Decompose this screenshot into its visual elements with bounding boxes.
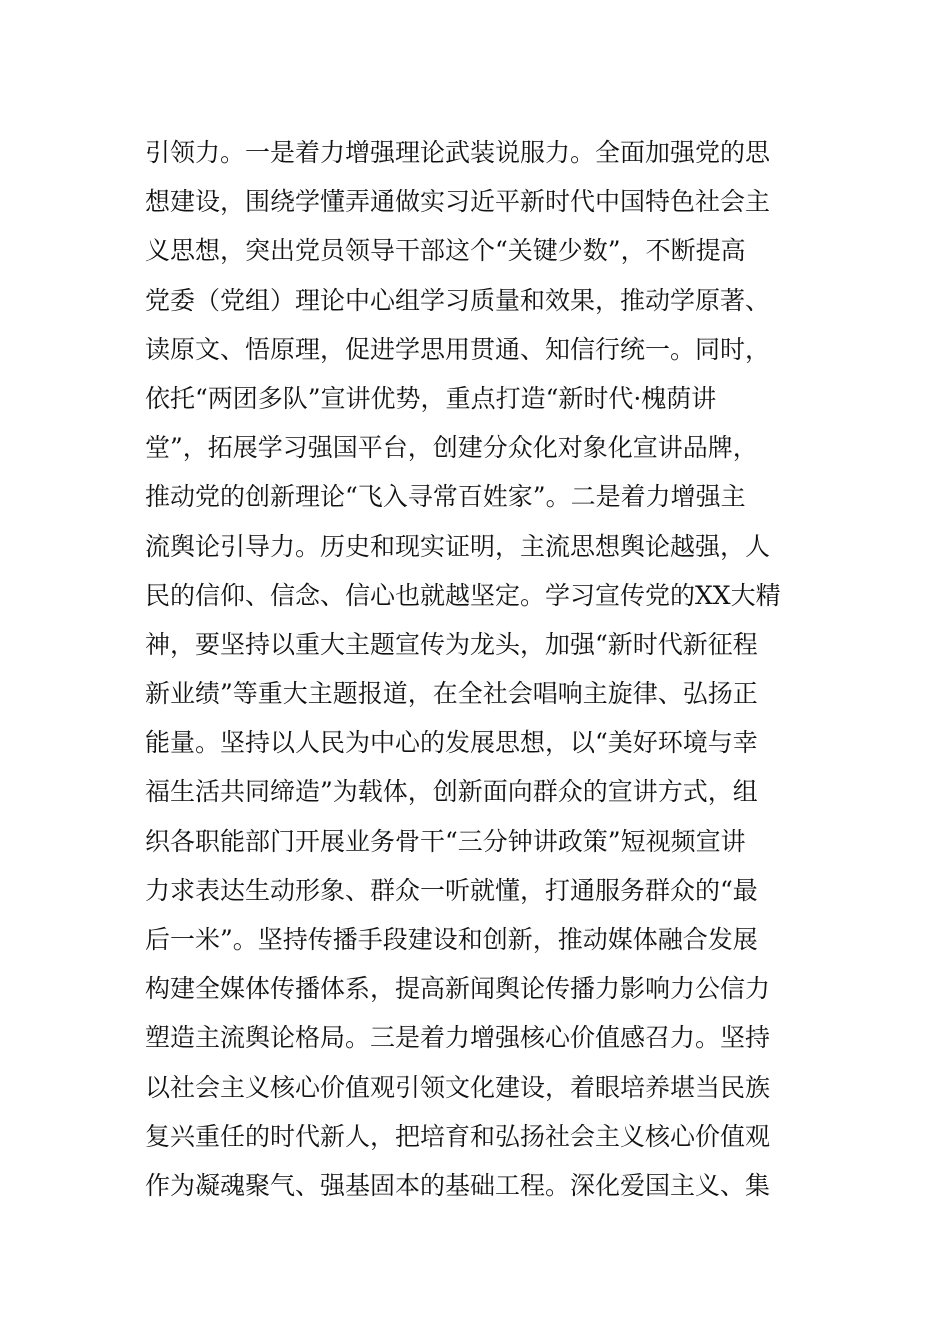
text-line: 流舆论引导力。历史和现实证明，主流思想舆论越强，人 <box>145 531 771 561</box>
text-line: 塑造主流舆论格局。三是着力增强核心价值感召力。坚持 <box>145 1023 771 1053</box>
text-line: 复兴重任的时代新人，把培育和弘扬社会主义核心价值观 <box>145 1121 771 1151</box>
text-line: 民的信仰、信念、信心也就越坚定。学习宣传党的XX大精 <box>145 580 781 610</box>
text-line: 作为凝魂聚气、强基固本的基础工程。深化爱国主义、集 <box>145 1170 771 1200</box>
text-line: 织各职能部门开展业务骨干“三分钟讲政策”短视频宣讲 <box>145 826 746 856</box>
text-line: 依托“两团多队”宣讲优势，重点打造“新时代·槐荫讲 <box>145 383 717 413</box>
text-line: 构建全媒体传播体系，提高新闻舆论传播力影响力公信力 <box>145 974 771 1004</box>
text-line: 神，要坚持以重大主题宣传为龙头，加强“新时代新征程 <box>145 629 758 659</box>
body-paragraph <box>145 128 815 1210</box>
text-line: 引领力。一是着力增强理论武装说服力。全面加强党的思 <box>145 138 771 167</box>
text-line: 力求表达生动形象、群众一听就懂，打通服务群众的“最 <box>145 875 758 905</box>
text-line: 以社会主义核心价值观引领文化建设，着眼培养堪当民族 <box>145 1072 771 1102</box>
text-line: 想建设，围绕学懂弄通做实习近平新时代中国特色社会主 <box>145 187 771 217</box>
text-line: 推动党的创新理论“飞入寻常百姓家”。二是着力增强主 <box>145 482 746 512</box>
text-line: 党委（党组）理论中心组学习质量和效果，推动学原著、 <box>145 285 771 315</box>
text-line: 堂”，拓展学习强国平台，创建分众化对象化宣讲品牌， <box>145 433 758 463</box>
text-line: 福生活共同缔造”为载体，创新面向群众的宣讲方式，组 <box>145 777 758 807</box>
text-line: 义思想，突出党员领导干部这个“关键少数”，不断提高 <box>145 236 746 266</box>
text-line: 读原文、悟原理，促进学思用贯通、知信行统一。同时， <box>145 334 771 364</box>
text-line: 新业绩”等重大主题报道，在全社会唱响主旋律、弘扬正 <box>145 679 758 709</box>
text-line: 后一米”。坚持传播手段建设和创新，推动媒体融合发展 <box>145 925 758 954</box>
text-line: 能量。坚持以人民为中心的发展思想，以“美好环境与幸 <box>145 728 758 758</box>
